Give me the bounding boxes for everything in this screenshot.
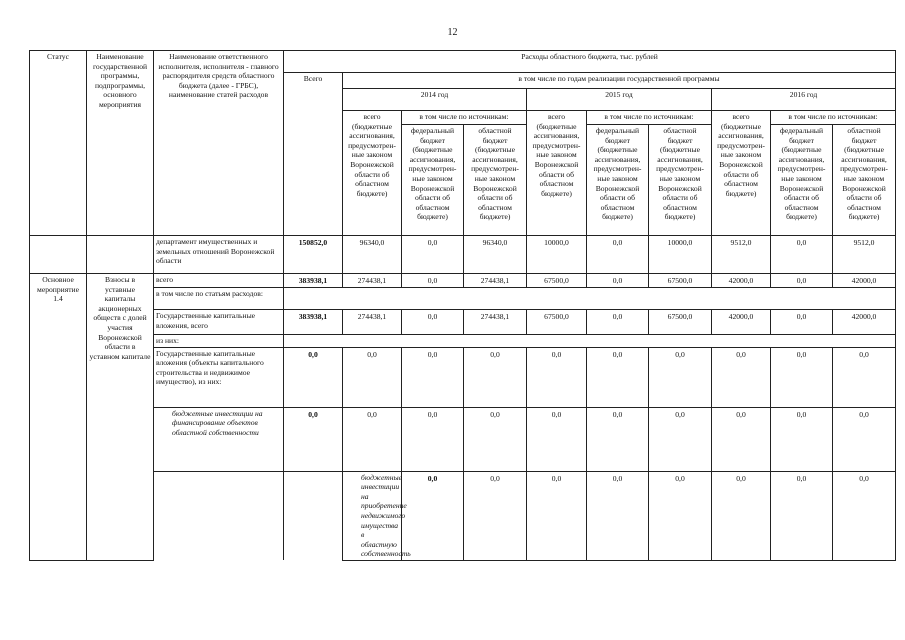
cell-total: 383938,1 xyxy=(284,274,343,288)
cell-2015-total: 0,0 xyxy=(527,347,587,407)
cell-total: 383938,1 xyxy=(284,310,343,335)
table-row xyxy=(30,288,896,310)
cell-2014-total: 274438,1 xyxy=(343,274,402,288)
cell-2014-federal: 0,0 xyxy=(402,407,464,471)
header-sources-2016: в том числе по источникам: xyxy=(771,111,896,125)
cell-2014-total: 0,0 xyxy=(343,407,402,471)
header-program-name: Наименование государственной программы, подпрограммы, основного мероприятия xyxy=(87,51,154,236)
cell-2015-total: 67500,0 xyxy=(527,310,587,335)
table-row xyxy=(30,310,896,335)
cell-2014-regional: 96340,0 xyxy=(464,236,527,274)
header-status: Статус xyxy=(30,51,87,236)
cell-2016-regional: 42000,0 xyxy=(833,274,896,288)
table-row xyxy=(30,335,896,348)
header-by-years: в том числе по годам реализации государственной программы xyxy=(343,73,896,89)
cell-2014-federal: 0,0 xyxy=(402,274,464,288)
cell-2015-regional: 0,0 xyxy=(649,347,712,407)
cell-2016-federal: 0,0 xyxy=(771,274,833,288)
cell-2015-regional: 67500,0 xyxy=(649,310,712,335)
header-regional-2016: областной бюджет (бюджетные ассигнования, предусмотрен-ные законом Воронежской области об областном бюджете) xyxy=(833,125,896,236)
budget-table xyxy=(29,50,896,561)
cell-2016-total: 42000,0 xyxy=(712,274,771,288)
header-federal-2014: федеральный бюджет (бюджетные ассигнования, предусмотрен-ные законом Воронежской области об областном бюджете) xyxy=(402,125,464,236)
measure-name: Взносы в уставные капиталы акционерных обществ с долей участия Воронежской области в уставном капитале xyxy=(87,274,154,561)
cell-2015-federal: 0,0 xyxy=(587,347,649,407)
cell-2015-total: 67500,0 xyxy=(527,274,587,288)
table-row xyxy=(30,274,896,288)
cell-2015-total: 0,0 xyxy=(649,471,712,560)
cell-2015-total: 0,0 xyxy=(527,407,587,471)
cell-2014-regional: 0,0 xyxy=(464,347,527,407)
table-row xyxy=(30,407,896,471)
cell-2016-total: 0,0 xyxy=(833,471,896,560)
header-total-2016: всего (бюджетные ассигнования, предусмотрен-ные законом Воронежской области об областном бюджете) xyxy=(712,111,771,236)
cell-2014-regional: 0,0 xyxy=(464,407,527,471)
header-year-2015: 2015 год xyxy=(527,89,712,111)
cell-2014-federal: 0,0 xyxy=(402,347,464,407)
table-row xyxy=(30,471,896,560)
cell-2016-federal: 0,0 xyxy=(771,310,833,335)
cell-2016-total: 0,0 xyxy=(712,347,771,407)
cell-total: 0,0 xyxy=(402,471,464,560)
cell-2014-total: 0,0 xyxy=(343,347,402,407)
row-name: бюджетные инвестиции на приобретение недвижимого имущества в областную собственность xyxy=(343,471,402,560)
header-executor: Наименование ответственного исполнителя, исполнителя - главного распорядителя средств областного бюджета (далее - ГРБС), наименование статей расходов xyxy=(154,51,284,236)
row-name: всего xyxy=(154,274,284,288)
header-sources-2014: в том числе по источникам: xyxy=(402,111,527,125)
row-name: бюджетные инвестиции на финансирование объектов областной собственности xyxy=(154,407,284,471)
header-regional-2015: областной бюджет (бюджетные ассигнования, предусмотрен-ные законом Воронежской области об областном бюджете) xyxy=(649,125,712,236)
cell-2016-total: 0,0 xyxy=(712,407,771,471)
header-regional-2014: областной бюджет (бюджетные ассигнования, предусмотрен-ные законом Воронежской области об областном бюджете) xyxy=(464,125,527,236)
page-number: 12 xyxy=(447,27,458,38)
cell-2016-regional: 42000,0 xyxy=(833,310,896,335)
cell-total: 0,0 xyxy=(284,407,343,471)
cell-2014-regional: 274438,1 xyxy=(464,274,527,288)
cell-2016-federal: 0,0 xyxy=(771,347,833,407)
cell-2014-total: 274438,1 xyxy=(343,310,402,335)
header-federal-2016: федеральный бюджет (бюджетные ассигнования, предусмотрен-ные законом Воронежской области об областном бюджете) xyxy=(771,125,833,236)
cell-2014-regional: 0,0 xyxy=(587,471,649,560)
cell-2016-federal: 0,0 xyxy=(771,236,833,274)
header-total-2015: всего (бюджетные ассигнования, предусмотрен-ные законом Воронежской области об областном бюджете) xyxy=(527,111,587,236)
row-name: Государственные капитальные вложения, всего xyxy=(154,310,284,335)
cell-2015-federal: 0,0 xyxy=(587,407,649,471)
cell-2015-federal: 0,0 xyxy=(587,236,649,274)
cell-2014-federal: 0,0 xyxy=(402,236,464,274)
cell-2016-total: 9512,0 xyxy=(712,236,771,274)
cell-2014-federal: 0,0 xyxy=(527,471,587,560)
row-name: департамент имущественных и земельных отношений Воронежской области xyxy=(154,236,284,274)
cell-2016-federal: 0,0 xyxy=(771,407,833,471)
table-row xyxy=(30,347,896,407)
cell-2015-regional: 0,0 xyxy=(649,407,712,471)
cell-2014-total: 0,0 xyxy=(464,471,527,560)
table-row xyxy=(30,236,896,274)
cell-2014-federal: 0,0 xyxy=(402,310,464,335)
row-name: из них: xyxy=(154,335,284,348)
cell-2014-regional: 274438,1 xyxy=(464,310,527,335)
header-year-2014: 2014 год xyxy=(343,89,527,111)
row-name: в том числе по статьям расходов: xyxy=(154,288,284,310)
cell-2015-federal: 0,0 xyxy=(587,274,649,288)
measure-status: Основное мероприятие 1.4 xyxy=(30,274,87,561)
row-name: Государственные капитальные вложения (объекты капитального строительства и недвижимое имущество), из них: xyxy=(154,347,284,407)
cell-2015-regional: 67500,0 xyxy=(649,274,712,288)
header-expenses-title: Расходы областного бюджета, тыс. рублей xyxy=(284,51,896,73)
header-sources-2015: в том числе по источникам: xyxy=(587,111,712,125)
cell-2015-federal: 0,0 xyxy=(587,310,649,335)
cell-2014-total: 96340,0 xyxy=(343,236,402,274)
cell-2016-regional: 0,0 xyxy=(833,347,896,407)
cell-2016-regional: 0,0 xyxy=(833,407,896,471)
cell-2015-regional: 10000,0 xyxy=(649,236,712,274)
cell-2015-regional: 0,0 xyxy=(771,471,833,560)
cell-2016-total: 42000,0 xyxy=(712,310,771,335)
cell-total: 0,0 xyxy=(284,347,343,407)
cell-total: 150852,0 xyxy=(284,236,343,274)
header-federal-2015: федеральный бюджет (бюджетные ассигнования, предусмотрен-ные законом Воронежской области об областном бюджете) xyxy=(587,125,649,236)
cell-2015-total: 10000,0 xyxy=(527,236,587,274)
header-year-2016: 2016 год xyxy=(712,89,896,111)
cell-2015-federal: 0,0 xyxy=(712,471,771,560)
header-total-2014: всего (бюджетные ассигнования, предусмотрен-ные законом Воронежской области об областном бюджете) xyxy=(343,111,402,236)
cell-2016-regional: 9512,0 xyxy=(833,236,896,274)
header-total: Всего xyxy=(284,73,343,236)
